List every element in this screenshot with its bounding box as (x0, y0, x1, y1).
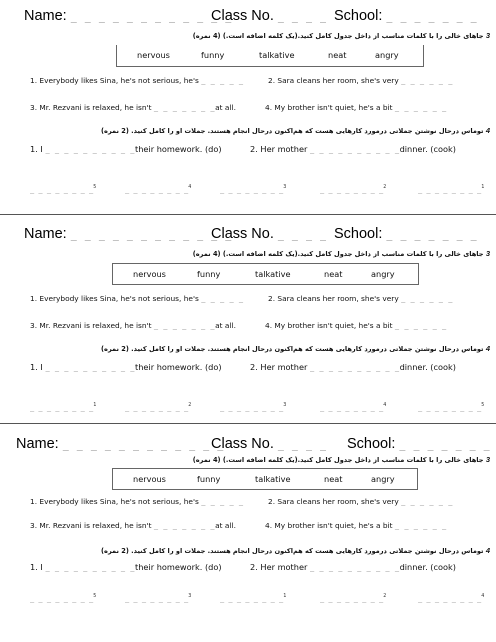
instruction-text: توماس درحال نوشتن جملاتی درمورد کارهایی هست که هم‌اکنون درحال انجام هستند. جملات او را کامل کنید. (2 نمره) (101, 127, 484, 135)
worksheet-header (0, 8, 496, 28)
word-box (116, 45, 424, 67)
answer-line[interactable]: _ _ _ _ _ _ _ _$^5$ (30, 593, 97, 603)
class-no-label: Class No. (211, 436, 274, 452)
question-number: 4 (485, 546, 490, 555)
q4-sentence-2: 2. Her mother _ _ _ _ _ _ _ _ _ _dinner. (cook) (250, 562, 456, 572)
school-blank: _ _ _ _ _ _ _ (386, 12, 478, 23)
word-option: neat (324, 269, 343, 279)
word-option: nervous (133, 474, 166, 484)
sentence-3: 3. Mr. Rezvani is relaxed, he isn't _ _ _ _ _ _ _at all. (30, 103, 236, 112)
answer-line[interactable]: _ _ _ _ _ _ _ _$^1$ (30, 402, 97, 412)
answer-lines (0, 593, 496, 607)
school-field[interactable] (347, 436, 491, 452)
school-blank: _ _ _ _ _ _ _ (399, 440, 491, 451)
school-blank: _ _ _ _ _ _ _ (386, 230, 478, 241)
answer-lines (0, 184, 496, 198)
word-option: angry (371, 474, 395, 484)
class-no-label: Class No. (211, 8, 274, 24)
question-4-instruction (101, 344, 490, 353)
class-no-blank: _ _ _ _ (277, 440, 328, 451)
sentence-1: 1. Everybody likes Sina, he's not serious, he's _ _ _ _ _ (30, 76, 244, 85)
word-option: funny (201, 50, 225, 60)
word-box (112, 468, 418, 490)
answer-line[interactable]: _ _ _ _ _ _ _ _$^1$ (220, 593, 287, 603)
answer-line[interactable]: _ _ _ _ _ _ _ _$^4$ (320, 402, 387, 412)
name-label: Name: (16, 436, 59, 452)
school-field[interactable] (334, 226, 478, 242)
instruction-text: توماس درحال نوشتن جملاتی درمورد کارهایی هست که هم‌اکنون درحال انجام هستند. جملات او را کامل کنید. (2 نمره) (101, 547, 484, 555)
class-no-field[interactable] (211, 8, 327, 24)
answer-blank[interactable]: _ _ _ _ _ _ _ _ _ _ (309, 564, 400, 572)
answer-blank[interactable]: _ _ _ _ _ _ (401, 498, 453, 506)
answer-line[interactable]: _ _ _ _ _ _ _ _$^3$ (220, 184, 287, 194)
answer-blank[interactable]: _ _ _ _ _ _ _ (153, 322, 216, 330)
sentence-2: 2. Sara cleans her room, she's very _ _ _ _ _ _ (268, 76, 453, 85)
instruction-text: توماس درحال نوشتن جملاتی درمورد کارهایی هست که هم‌اکنون درحال انجام هستند. جملات او را کامل کنید. (2 نمره) (101, 345, 484, 353)
answer-line[interactable]: _ _ _ _ _ _ _ _$^5$ (30, 184, 97, 194)
instruction-text: جاهای خالی را با کلمات مناسب از داخل جدول کامل کنید.(یک کلمه اضافه است.) (4 نمره) (192, 456, 484, 464)
answer-blank[interactable]: _ _ _ _ _ _ _ (153, 104, 216, 112)
class-no-label: Class No. (211, 226, 274, 242)
name-field[interactable] (24, 226, 232, 242)
answer-line[interactable]: _ _ _ _ _ _ _ _$^5$ (418, 402, 485, 412)
section-divider (0, 423, 496, 424)
name-field[interactable] (24, 8, 232, 24)
name-label: Name: (24, 226, 67, 242)
sentence-4: 4. My brother isn't quiet, he's a bit _ _ _ _ _ _ (265, 321, 447, 330)
answer-blank[interactable]: _ _ _ _ _ _ (401, 77, 453, 85)
answer-blank[interactable]: _ _ _ _ _ _ (401, 295, 453, 303)
sentence-1: 1. Everybody likes Sina, he's not serious, he's _ _ _ _ _ (30, 497, 244, 506)
sentence-3: 3. Mr. Rezvani is relaxed, he isn't _ _ _ _ _ _ _at all. (30, 521, 236, 530)
question-number: 3 (485, 31, 490, 40)
q4-sentence-2: 2. Her mother _ _ _ _ _ _ _ _ _ _dinner. (cook) (250, 362, 456, 372)
sentence-4: 4. My brother isn't quiet, he's a bit _ _ _ _ _ _ (265, 521, 447, 530)
answer-line[interactable]: _ _ _ _ _ _ _ _$^2$ (125, 402, 192, 412)
question-number: 4 (485, 126, 490, 135)
answer-lines (0, 402, 496, 416)
word-option: nervous (133, 269, 166, 279)
word-option: funny (197, 474, 221, 484)
name-blank: _ _ _ _ _ _ _ _ _ _ _ _ (70, 12, 233, 23)
answer-blank[interactable]: _ _ _ _ _ _ (394, 522, 447, 530)
answer-line[interactable]: _ _ _ _ _ _ _ _$^3$ (220, 402, 287, 412)
sentence-1: 1. Everybody likes Sina, he's not serious, he's _ _ _ _ _ (30, 294, 244, 303)
answer-blank[interactable]: _ _ _ _ _ _ _ _ _ _ (45, 364, 136, 372)
sentence-2: 2. Sara cleans her room, she's very _ _ _ _ _ _ (268, 294, 453, 303)
class-no-blank: _ _ _ _ (277, 12, 328, 23)
sentence-4: 4. My brother isn't quiet, he's a bit _ _ _ _ _ _ (265, 103, 447, 112)
instruction-text: جاهای خالی را با کلمات مناسب از داخل جدول کامل کنید.(یک کلمه اضافه است.) (4 نمره) (192, 250, 484, 258)
question-number: 3 (485, 249, 490, 258)
question-3-instruction (193, 31, 490, 40)
word-box (112, 263, 419, 285)
name-field[interactable] (16, 436, 224, 452)
name-blank: _ _ _ _ _ _ _ _ _ _ _ _ (70, 230, 233, 241)
answer-line[interactable]: _ _ _ _ _ _ _ _$^4$ (418, 593, 485, 603)
word-option: talkative (255, 474, 291, 484)
answer-blank[interactable]: _ _ _ _ _ _ _ (153, 522, 216, 530)
instruction-text: جاهای خالی را با کلمات مناسب از داخل جدول کامل کنید.(یک کلمه اضافه است.) (4 نمره) (192, 32, 484, 40)
word-option: angry (371, 269, 395, 279)
answer-line[interactable]: _ _ _ _ _ _ _ _$^2$ (320, 184, 387, 194)
section-divider (0, 214, 496, 215)
worksheet-3 (0, 428, 496, 641)
answer-line[interactable]: _ _ _ _ _ _ _ _$^3$ (125, 593, 192, 603)
answer-line[interactable]: _ _ _ _ _ _ _ _$^1$ (418, 184, 485, 194)
class-no-blank: _ _ _ _ (277, 230, 328, 241)
question-number: 4 (485, 344, 490, 353)
word-option: funny (197, 269, 221, 279)
answer-blank[interactable]: _ _ _ _ _ (201, 498, 244, 506)
question-number: 3 (485, 455, 490, 464)
question-4-instruction (101, 546, 490, 555)
word-option: angry (375, 50, 399, 60)
answer-blank[interactable]: _ _ _ _ _ _ _ _ _ _ (45, 564, 136, 572)
answer-blank[interactable]: _ _ _ _ _ _ _ _ _ _ (309, 364, 400, 372)
sentence-2: 2. Sara cleans her room, she's very _ _ _ _ _ _ (268, 497, 453, 506)
answer-blank[interactable]: _ _ _ _ _ _ (394, 104, 447, 112)
answer-blank[interactable]: _ _ _ _ _ (201, 295, 244, 303)
q4-sentence-1: 1. I _ _ _ _ _ _ _ _ _ _their homework. (do) (30, 144, 222, 154)
school-field[interactable] (334, 8, 478, 24)
word-option: nervous (137, 50, 170, 60)
q4-sentence-2: 2. Her mother _ _ _ _ _ _ _ _ _ _dinner. (cook) (250, 144, 456, 154)
school-label: School: (334, 8, 383, 24)
answer-blank[interactable]: _ _ _ _ _ (201, 77, 244, 85)
q4-sentence-1: 1. I _ _ _ _ _ _ _ _ _ _their homework. (do) (30, 362, 222, 372)
worksheet-header (0, 226, 496, 246)
word-option: neat (324, 474, 343, 484)
school-label: School: (347, 436, 396, 452)
sentence-3: 3. Mr. Rezvani is relaxed, he isn't _ _ _ _ _ _ _at all. (30, 321, 236, 330)
answer-line[interactable]: _ _ _ _ _ _ _ _$^4$ (125, 184, 192, 194)
word-option: neat (328, 50, 347, 60)
class-no-field[interactable] (211, 436, 327, 452)
q4-sentence-1: 1. I _ _ _ _ _ _ _ _ _ _their homework. (do) (30, 562, 222, 572)
word-option: talkative (259, 50, 295, 60)
word-option: talkative (255, 269, 291, 279)
name-label: Name: (24, 8, 67, 24)
worksheet-header (0, 436, 496, 456)
question-4-instruction (101, 126, 490, 135)
answer-blank[interactable]: _ _ _ _ _ _ (394, 322, 447, 330)
worksheet-1 (0, 0, 496, 213)
class-no-field[interactable] (211, 226, 327, 242)
worksheet-2 (0, 218, 496, 431)
question-3-instruction (193, 455, 490, 464)
name-blank: _ _ _ _ _ _ _ _ _ _ _ _ (62, 440, 225, 451)
answer-blank[interactable]: _ _ _ _ _ _ _ _ _ _ (45, 146, 136, 154)
school-label: School: (334, 226, 383, 242)
answer-blank[interactable]: _ _ _ _ _ _ _ _ _ _ (309, 146, 400, 154)
answer-line[interactable]: _ _ _ _ _ _ _ _$^2$ (320, 593, 387, 603)
question-3-instruction (193, 249, 490, 258)
